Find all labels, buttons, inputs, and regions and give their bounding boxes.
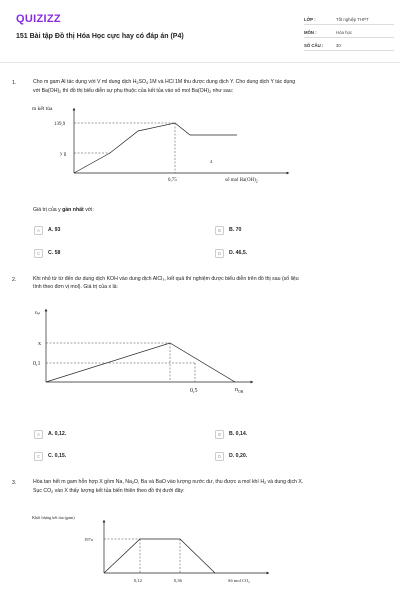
option-letter-box: B (215, 430, 224, 439)
y-axis-label: m kết tủa (32, 106, 53, 112)
x-mark-label: 0,5 (190, 388, 198, 394)
option-letter-box: C (34, 249, 43, 258)
graph-line (74, 123, 237, 173)
question-1-option-b[interactable] (215, 225, 241, 235)
y-mid-tick: 0,1 (33, 361, 41, 367)
y-mid-tick: y g (60, 152, 67, 157)
y-top-tick: 197a (84, 537, 93, 542)
x-axis-label: số mol $Ba(OH)_2$ (225, 178, 258, 183)
question-1-option-a[interactable] (34, 225, 60, 235)
option-text: A. 93 (48, 227, 61, 233)
option-text: B. 0,14. (229, 431, 248, 437)
question-2-graph (30, 305, 260, 400)
option-text: A. 0,12. (48, 431, 67, 437)
y-top-tick: 139,9 (54, 122, 66, 127)
question-2-number: 2. (12, 277, 17, 283)
x-mark-label: 0,75 (168, 178, 177, 183)
option-text: D. 46,5. (229, 250, 248, 256)
question-2-text: Khi nhỏ từ từ đến dư dung dịch KOH vào dung dịch AlCl₃, kết quả thí nghiệm được biểu diễn trên đồ thị sau (số liệu tính theo đơn vị mol). Giá trị của x là: (33, 276, 299, 290)
question-2-option-a[interactable] (34, 429, 66, 439)
question-1-option-d[interactable] (215, 248, 247, 258)
x-mark1-label: 0,12 (134, 578, 142, 583)
question-3-number: 3. (12, 480, 17, 486)
option-text: C. 0,15. (48, 453, 67, 459)
graph-line (46, 343, 235, 382)
option-letter-box: C (34, 452, 43, 461)
header-divider (0, 62, 400, 63)
question-1-option-c[interactable] (34, 248, 60, 258)
meta-row-count (304, 40, 394, 51)
option-letter-box: B (215, 226, 224, 235)
question-1-text: Cho m gam Al tác dụng với V ml dung dịch $H_2SO_4$ 1M và HCl 1M thu được dung dịch Y. Cho dung dịch Y tác dụng với $Ba(OH)_2$ thì đồ thị biểu diễn sự phụ thuộc của kết tủa vào số mol $Ba(OH)_2$ như sau: (33, 79, 296, 94)
worksheet-header (0, 0, 400, 62)
option-text: D. 0,20. (229, 453, 248, 459)
question-2-option-d[interactable] (215, 451, 247, 461)
meta-key: SỐ CÂU : (304, 42, 324, 48)
question-3-graph (30, 507, 270, 593)
meta-value: 30 (336, 42, 341, 48)
question-2-option-c[interactable] (34, 451, 66, 461)
meta-row-subject (304, 27, 394, 38)
option-letter-box: A (34, 430, 43, 439)
meta-key: LỚP : (304, 16, 316, 22)
x-axis-label: Số mol CO₂ (228, 578, 250, 583)
graph-line (104, 539, 215, 573)
option-text: C. 58 (48, 250, 61, 256)
meta-value: Tốt nghiệp THPT (336, 16, 369, 22)
y-top-tick: x (38, 341, 41, 347)
option-text: B. 70 (229, 227, 242, 233)
option-letter-box: D (215, 452, 224, 461)
question-1-graph (30, 103, 290, 183)
y-axis-label: nₐₗ (35, 310, 41, 316)
option-letter-box: D (215, 249, 224, 258)
question-3-text: Hòa tan hết m gam hỗn hợp X gồm Na, $Na_2O$, Ba và BaO vào lượng nước dư, thu được a mol khí $H_2$ và dung dịch X. Sục $CO_2$ vào X thấy lượng kết tủa biến thiên theo đồ thị dưới đây: (33, 479, 304, 494)
meta-value: Hóa học (336, 29, 353, 35)
question-2-option-b[interactable] (215, 429, 247, 439)
y-axis-label: Khối lượng kết tủa (gam) (32, 515, 75, 520)
question-1-number: 1. (12, 80, 17, 86)
x-axis-label: $n_{OH}$ (235, 387, 244, 394)
question-1-prompt: Giá trị của y gần nhất với: (33, 207, 94, 213)
meta-row-class (304, 14, 394, 25)
option-letter-box: A (34, 226, 43, 235)
worksheet-meta (304, 14, 394, 53)
quizizz-logo: QUIZIZZ (16, 13, 61, 25)
meta-key: MÔN : (304, 29, 317, 35)
x-mark2-label: 0,36 (174, 578, 182, 583)
page-title: 151 Bài tập Đồ thị Hóa Học cực hay có đáp án (P4) (16, 33, 184, 40)
x-small-mark: 4 (210, 159, 213, 164)
